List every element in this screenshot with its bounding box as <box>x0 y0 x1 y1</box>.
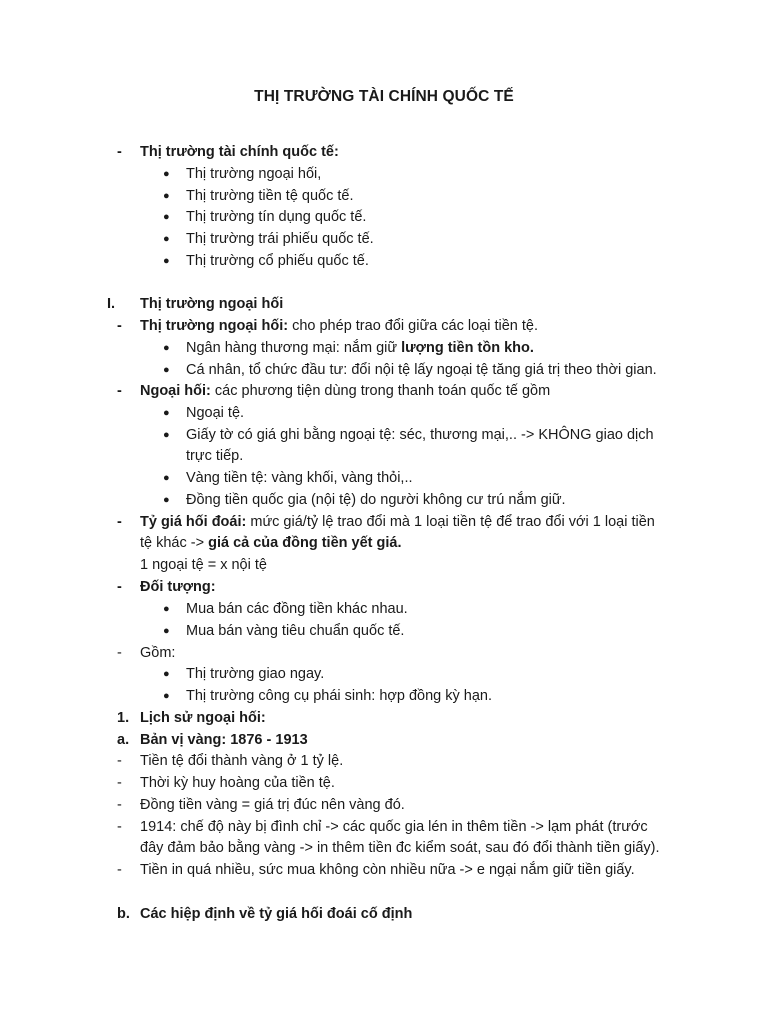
definition-emphasis: giá cả của đồng tiền yết giá. <box>208 535 402 551</box>
term: Đối tượng: <box>140 579 216 595</box>
bullet-icon: ● <box>163 494 170 506</box>
dash-marker: - <box>117 514 122 530</box>
bullet-icon: ● <box>163 342 170 354</box>
dash-marker: - <box>117 819 122 835</box>
definition-line <box>140 512 655 532</box>
list-item: Thị trường tín dụng quốc tế. <box>186 209 367 225</box>
list-item-continuation: đây đảm bảo bằng vàng -> in thêm tiền đc kiểm soát, sau đó đổi thành tiền giấy). <box>140 840 660 856</box>
bullet-icon: ● <box>163 190 170 202</box>
definition-line <box>140 316 538 336</box>
dash-marker: - <box>117 775 122 791</box>
list-item: Tiền in quá nhiều, sức mua không còn nhiều nữa -> e ngại nắm giữ tiền giấy. <box>140 862 635 878</box>
list-item: Thị trường cổ phiếu quốc tế. <box>186 253 369 269</box>
subsection-heading: Lịch sử ngoại hối: <box>140 710 266 726</box>
section-number: I. <box>107 296 116 312</box>
list-item: Thị trường ngoại hối, <box>186 166 322 182</box>
bullet-icon: ● <box>163 168 170 180</box>
list-item: Đồng tiền quốc gia (nội tệ) do người không cư trú nắm giữ. <box>186 492 566 508</box>
dash-marker: - <box>117 645 122 661</box>
term: Ngoại hối: <box>140 383 211 399</box>
subsection-letter: b. <box>117 906 130 922</box>
definition-text: tệ khác -> <box>140 535 209 551</box>
bullet-icon: ● <box>163 472 170 484</box>
bullet-icon: ● <box>163 668 170 680</box>
dash-marker: - <box>117 144 122 160</box>
list-item: Mua bán các đồng tiền khác nhau. <box>186 601 408 617</box>
list-item: Thời kỳ huy hoàng của tiền tệ. <box>140 775 335 791</box>
term: Gồm: <box>140 645 176 661</box>
bullet-icon: ● <box>163 429 170 441</box>
definition-text: mức giá/tỷ lệ trao đổi mà 1 loại tiền tệ để trao đổi với 1 loại tiền <box>246 514 655 530</box>
list-item: Đồng tiền vàng = giá trị đúc nên vàng đó. <box>140 797 405 813</box>
section-heading: Thị trường ngoại hối <box>140 296 284 312</box>
subsection-heading: Các hiệp định về tỷ giá hối đoái cố định <box>140 906 413 922</box>
page-title: THỊ TRƯỜNG TÀI CHÍNH QUỐC TẾ <box>254 88 514 105</box>
dash-marker: - <box>117 753 122 769</box>
list-item-text: Ngân hàng thương mại: nắm giữ <box>186 340 402 356</box>
dash-marker: - <box>117 579 122 595</box>
list-item: Mua bán vàng tiêu chuẩn quốc tế. <box>186 623 405 639</box>
dash-marker: - <box>117 383 122 399</box>
list-item: Tiền tệ đổi thành vàng ở 1 tỷ lệ. <box>140 753 344 769</box>
bullet-icon: ● <box>163 233 170 245</box>
formula-line: 1 ngoại tệ = x nội tệ <box>140 557 267 573</box>
term: Thị trường ngoại hối: <box>140 318 289 334</box>
list-item: 1914: chế độ này bị đình chỉ -> các quốc gia lén in thêm tiền -> lạm phát (trước <box>140 819 648 835</box>
list-item: Giấy tờ có giá ghi bằng ngoại tệ: séc, thương mại,.. -> KHÔNG giao dịch <box>186 427 654 443</box>
list-item <box>186 338 534 358</box>
list-item: Thị trường tiền tệ quốc tế. <box>186 188 354 204</box>
definition-text: các phương tiện dùng trong thanh toán quốc tế gồm <box>210 383 551 399</box>
subsection-letter: a. <box>117 732 130 748</box>
list-item: Thị trường giao ngay. <box>186 666 325 682</box>
definition-text: cho phép trao đổi giữa các loại tiền tệ. <box>288 318 538 334</box>
list-item-continuation: trực tiếp. <box>186 448 244 464</box>
bullet-icon: ● <box>163 364 170 376</box>
bullet-icon: ● <box>163 211 170 223</box>
definition-line <box>140 381 550 401</box>
list-item: Thị trường trái phiếu quốc tế. <box>186 231 374 247</box>
bullet-icon: ● <box>163 625 170 637</box>
list-item: Cá nhân, tổ chức đầu tư: đổi nội tệ lấy ngoại tệ tăng giá trị theo thời gian. <box>186 362 657 378</box>
subsection-heading: Bản vị vàng: 1876 - 1913 <box>140 732 308 748</box>
list-item: Vàng tiền tệ: vàng khối, vàng thỏi,.. <box>186 470 413 486</box>
bullet-icon: ● <box>163 255 170 267</box>
subsection-number: 1. <box>117 710 130 726</box>
term: Tỷ giá hối đoái: <box>140 514 247 530</box>
bullet-icon: ● <box>163 603 170 615</box>
dash-marker: - <box>117 797 122 813</box>
dash-marker: - <box>117 318 122 334</box>
list-item: Ngoại tệ. <box>186 405 245 421</box>
dash-marker: - <box>117 862 122 878</box>
intro-heading: Thị trường tài chính quốc tế: <box>140 144 339 160</box>
bullet-icon: ● <box>163 407 170 419</box>
bullet-icon: ● <box>163 690 170 702</box>
list-item-emphasis: lượng tiền tồn kho. <box>401 340 534 356</box>
list-item: Thị trường công cụ phái sinh: hợp đồng kỳ hạn. <box>186 688 493 704</box>
definition-continuation <box>140 533 402 553</box>
